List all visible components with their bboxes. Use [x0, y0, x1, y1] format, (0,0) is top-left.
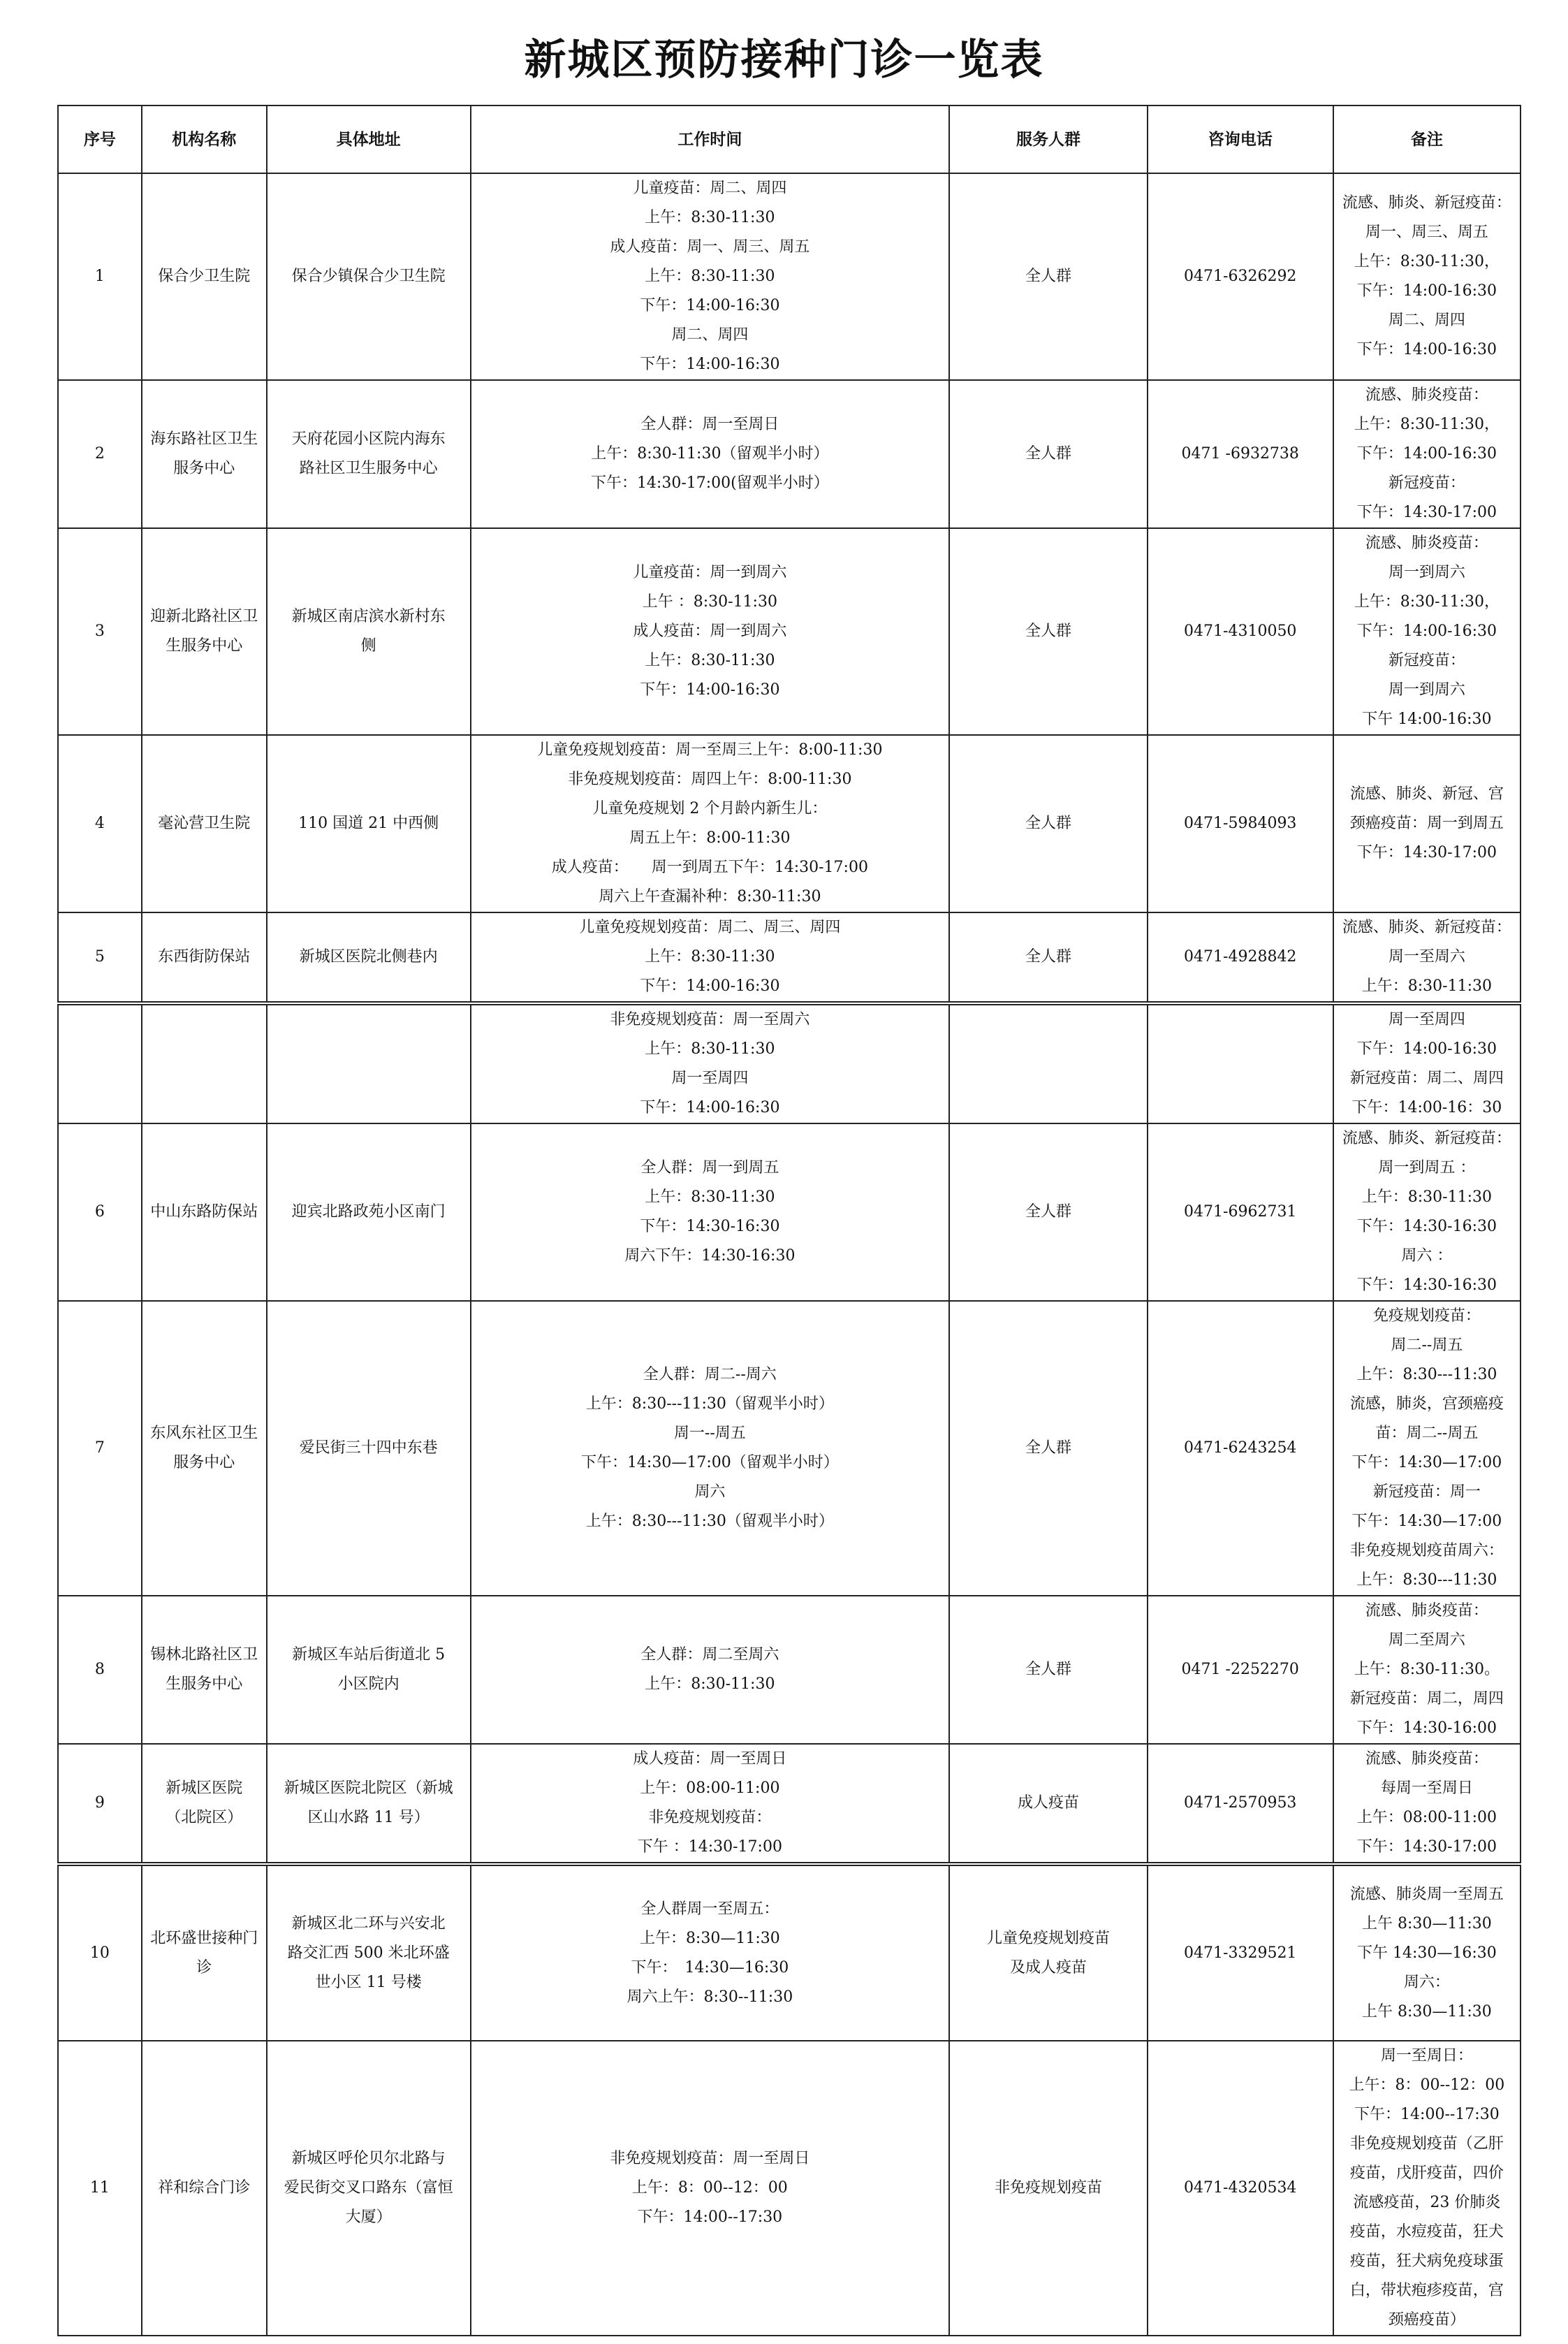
- cell-group: [949, 2041, 1147, 2336]
- cell-line: 下午 14:00-16:30: [1362, 711, 1492, 728]
- cell-line: 北环盛世接种门: [150, 1929, 258, 1947]
- cell-hours: [471, 380, 950, 528]
- cell-phone: [1148, 1744, 1333, 1864]
- cell-line: 每周一至周日: [1380, 1779, 1473, 1797]
- cell-line: 流感、肺炎疫苗：: [1365, 534, 1488, 552]
- cell-line: 全人群：周一至周日: [640, 416, 779, 433]
- cell-line: 儿童免疫规划疫苗：周二、周三、周四: [579, 919, 841, 936]
- cell-text: 0471-5984093: [1184, 815, 1297, 832]
- cell-line: 全人群: [1025, 1439, 1071, 1457]
- cell-group: [949, 1596, 1147, 1744]
- cell-line: 全人群周一至周五：: [640, 1900, 779, 1918]
- table-header-row: [58, 105, 1521, 173]
- cell-line: 疫苗，狂犬病免疫球蛋: [1349, 2252, 1504, 2270]
- cell-line: 流感、肺炎、新冠疫苗：: [1342, 919, 1511, 936]
- cell-phone: [1148, 2041, 1333, 2336]
- cell-line: 上午：8:30---11:30（留观半小时）: [585, 1395, 834, 1413]
- cell-line: 新冠疫苗：周一: [1372, 1483, 1481, 1501]
- cell-line: 儿童免疫规划 2 个月龄内新生儿：: [592, 800, 828, 817]
- cell-no: [58, 1003, 142, 1123]
- cell-line: 成人疫苗: [1017, 1794, 1079, 1812]
- cell-address: [267, 1744, 471, 1864]
- cell-phone: [1148, 1864, 1333, 2041]
- cell-line: 周六下午：14:30-16:30: [624, 1247, 796, 1265]
- cell-line: 下午：14:30—17:00: [1351, 1454, 1502, 1471]
- cell-name: [142, 1864, 267, 2041]
- cell-phone: [1148, 1596, 1333, 1744]
- cell-line: 下午：14:30—17:00: [1351, 1513, 1502, 1530]
- cell-line: 世小区 11 号楼: [315, 1973, 422, 1991]
- cell-line: 路交汇西 500 米北环盛: [287, 1944, 450, 1962]
- cell-line: 全人群：周二至周六: [640, 1646, 779, 1664]
- cell-text: 0471 -2252270: [1181, 1661, 1299, 1678]
- cell-line: 下午：14:00--17:30: [1354, 2106, 1500, 2123]
- cell-name: [142, 912, 267, 1003]
- cell-line: 上午：8:30-11:30: [645, 948, 775, 966]
- cell-line: 成人疫苗： 周一到周五下午：14:30-17:00: [551, 859, 868, 876]
- cell-address: [267, 1301, 471, 1596]
- cell-note: [1333, 735, 1521, 912]
- cell-line: 上午：8:30—11:30: [639, 1929, 780, 1947]
- cell-line: 下午：14:30-16:30: [1356, 1276, 1497, 1294]
- table-row: [58, 1123, 1521, 1301]
- cell-line: 全人群：周一到周五: [640, 1159, 779, 1177]
- cell-line: 全人群: [1025, 268, 1071, 285]
- table-row: [58, 1003, 1521, 1123]
- cell-line: 上午：8:30-11:30: [645, 209, 775, 226]
- cell-text: 11: [89, 2179, 110, 2197]
- cell-line: 保合少卫生院: [158, 268, 251, 285]
- cell-line: 下午：14:00-16:30: [640, 681, 780, 699]
- cell-no: [58, 173, 142, 380]
- cell-note: [1333, 1123, 1521, 1301]
- cell-group: [949, 912, 1147, 1003]
- cell-address: [267, 1864, 471, 2041]
- cell-note: [1333, 528, 1521, 735]
- cell-no: [58, 1123, 142, 1301]
- cell-note: [1333, 1003, 1521, 1123]
- header-address: 具体地址: [267, 105, 471, 173]
- table-row: [58, 912, 1521, 1003]
- cell-line: 侧: [360, 637, 376, 655]
- cell-line: 下午：14:00-16:30: [1356, 445, 1497, 463]
- cell-line: 服务中心: [173, 460, 235, 477]
- cell-line: 上午：8:30---11:30: [1356, 1366, 1497, 1383]
- cell-address: [267, 735, 471, 912]
- cell-note: [1333, 380, 1521, 528]
- cell-name: [142, 380, 267, 528]
- cell-line: 上午 ：8:30-11:30: [642, 593, 777, 611]
- cell-line: 生服务中心: [166, 1675, 243, 1693]
- cell-line: 新冠疫苗：周二、周四: [1349, 1070, 1504, 1087]
- cell-line: 非免疫规划疫苗：: [648, 1809, 772, 1826]
- cell-text: 8: [94, 1661, 105, 1678]
- cell-phone: [1148, 912, 1333, 1003]
- cell-line: 新城区南店滨水新村东: [291, 608, 446, 625]
- cell-hours: [471, 1864, 950, 2041]
- cell-no: [58, 1864, 142, 2041]
- cell-hours: [471, 912, 950, 1003]
- cell-group: [949, 1003, 1147, 1123]
- cell-line: 新城区医院: [166, 1779, 243, 1797]
- cell-line: 周二、周四: [1388, 312, 1465, 329]
- cell-line: 新城区北二环与兴安北: [291, 1914, 446, 1932]
- cell-group: [949, 1123, 1147, 1301]
- cell-line: 流感疫苗，23 价肺炎: [1353, 2194, 1501, 2211]
- table-row: [58, 1301, 1521, 1596]
- table-row: [58, 735, 1521, 912]
- page-title: 新城区预防接种门诊一览表: [524, 36, 1044, 85]
- cell-line: 周六上午查漏补种：8:30-11:30: [599, 888, 821, 905]
- cell-line: 大厦）: [345, 2208, 392, 2226]
- cell-phone: [1148, 173, 1333, 380]
- cell-line: 迎宾北路政苑小区南门: [291, 1203, 446, 1221]
- cell-line: 祥和综合门诊: [158, 2179, 251, 2197]
- cell-line: 上午：8:30-11:30: [645, 1188, 775, 1206]
- cell-text: 6: [94, 1203, 105, 1221]
- cell-line: 儿童疫苗：周二、周四: [633, 180, 787, 197]
- cell-name: [142, 2041, 267, 2336]
- cell-line: 下午：14:00-16:30: [640, 297, 780, 314]
- cell-line: 小区院内: [337, 1675, 400, 1693]
- cell-line: 东风东社区卫生: [150, 1425, 258, 1442]
- cell-line: 周六 ：: [1401, 1247, 1453, 1265]
- cell-line: 下午：14:00-16:30: [1356, 1040, 1497, 1058]
- cell-line: 下午：14:00-16:30: [1356, 282, 1497, 300]
- cell-line: 迎新北路社区卫: [150, 608, 258, 625]
- cell-line: 下午：14:30-17:00: [1356, 844, 1497, 861]
- cell-text: 0471-6243254: [1184, 1439, 1297, 1457]
- cell-text: 0471 -6932738: [1181, 445, 1299, 463]
- cell-line: 周一至周日：: [1380, 2047, 1473, 2065]
- cell-line: 非免疫规划疫苗：周四上午：8:00-11:30: [568, 771, 852, 788]
- cell-line: 保合少镇保合少卫生院: [291, 268, 446, 285]
- cell-line: 非免疫规划疫苗: [994, 2179, 1102, 2197]
- cell-line: 爱民街三十四中东巷: [299, 1439, 438, 1457]
- cell-line: 成人疫苗：周一、周三、周五: [610, 238, 810, 256]
- cell-line: 上午：8:30-11:30。: [1354, 1661, 1500, 1678]
- cell-line: 新城区车站后街道北 5: [292, 1646, 446, 1664]
- cell-phone: [1148, 1123, 1333, 1301]
- cell-group: [949, 173, 1147, 380]
- cell-address: [267, 1123, 471, 1301]
- cell-line: 周一至周六: [1388, 948, 1465, 966]
- cell-text: 1: [94, 268, 105, 285]
- cell-line: 周二、周四: [671, 326, 749, 344]
- cell-line: 周二至周六: [1388, 1631, 1465, 1649]
- cell-line: 上午：8:30---11:30: [1356, 1571, 1497, 1589]
- cell-text: 0471-4310050: [1184, 623, 1297, 640]
- cell-text: 9: [94, 1794, 105, 1812]
- cell-line: 流感、肺炎疫苗：: [1365, 1750, 1488, 1768]
- cell-line: 下午 ：14:30-17:00: [637, 1838, 782, 1856]
- cell-line: 周一至周四: [1388, 1011, 1465, 1028]
- cell-line: 新城区医院北院区（新城: [284, 1779, 453, 1797]
- cell-line: 儿童疫苗：周一到周六: [633, 564, 787, 581]
- cell-line: 区山水路 11 号）: [307, 1809, 430, 1826]
- header-hours: 工作时间: [471, 105, 950, 173]
- cell-text: 2: [94, 445, 105, 463]
- cell-line: 全人群: [1025, 1661, 1071, 1678]
- cell-line: 疫苗，戊肝疫苗，四价: [1349, 2164, 1504, 2182]
- header-note: 备注: [1333, 105, 1521, 173]
- cell-phone: [1148, 1003, 1333, 1123]
- cell-line: 周一到周六: [1388, 681, 1465, 699]
- cell-address: [267, 1003, 471, 1123]
- cell-hours: [471, 1003, 950, 1123]
- cell-no: [58, 1744, 142, 1864]
- cell-address: [267, 380, 471, 528]
- cell-note: [1333, 1864, 1521, 2041]
- cell-group: [949, 735, 1147, 912]
- cell-name: [142, 173, 267, 380]
- cell-line: 颈癌疫苗）: [1388, 2311, 1465, 2329]
- cell-line: 110 国道 21 中西侧: [298, 815, 439, 832]
- cell-line: 非免疫规划疫苗：周一至周日: [610, 2150, 810, 2167]
- cell-address: [267, 528, 471, 735]
- cell-line: 流感，肺炎，宫颈癌疫: [1349, 1395, 1504, 1413]
- table-row: [58, 2041, 1521, 2336]
- cell-address: [267, 2041, 471, 2336]
- cell-line: 上午：8：00--12：00: [631, 2179, 788, 2197]
- cell-line: 上午：08:00-11:00: [640, 1779, 780, 1797]
- cell-line: 下午：14:30-17:00(留观半小时）: [590, 474, 829, 492]
- cell-name: [142, 1744, 267, 1864]
- header-name: 机构名称: [142, 105, 267, 173]
- cell-line: 下午： 14:30—16:30: [631, 1958, 789, 1977]
- cell-line: 周六：: [1403, 1973, 1450, 1991]
- cell-text: 0471-6962731: [1184, 1203, 1297, 1221]
- cell-text: 10: [89, 1944, 110, 1962]
- cell-line: 流感、肺炎、新冠疫苗：: [1342, 1130, 1511, 1147]
- cell-line: 毫沁营卫生院: [158, 815, 251, 832]
- cell-line: 儿童免疫规划疫苗: [986, 1929, 1110, 1947]
- cell-line: 上午：8:30-11:30，: [1354, 253, 1500, 270]
- cell-text: 5: [94, 948, 105, 966]
- cell-line: 周六: [694, 1483, 726, 1501]
- cell-phone: [1148, 1301, 1333, 1596]
- cell-no: [58, 380, 142, 528]
- cell-line: 海东路社区卫生: [150, 430, 258, 448]
- cell-address: [267, 173, 471, 380]
- cell-line: 全人群：周二--周六: [643, 1366, 777, 1383]
- cell-line: 成人疫苗：周一到周六: [633, 623, 787, 640]
- cell-text: 0471-6326292: [1184, 268, 1297, 285]
- cell-line: 上午：8:30-11:30: [645, 652, 775, 669]
- header-phone: 咨询电话: [1148, 105, 1333, 173]
- cell-line: 路社区卫生服务中心: [299, 460, 438, 477]
- cell-name: [142, 1301, 267, 1596]
- table-row: [58, 1864, 1521, 2041]
- cell-line: 全人群: [1025, 1203, 1071, 1221]
- cell-line: 流感、肺炎疫苗：: [1365, 1602, 1488, 1619]
- cell-line: 新城区呼伦贝尔北路与: [291, 2150, 446, 2167]
- cell-text: 0471-4320534: [1184, 2179, 1297, 2197]
- cell-line: 新冠疫苗：周二，周四: [1349, 1690, 1504, 1708]
- cell-hours: [471, 1744, 950, 1864]
- cell-line: 上午 8:30—11:30: [1361, 2002, 1492, 2021]
- cell-address: [267, 912, 471, 1003]
- cell-hours: [471, 1301, 950, 1596]
- header-group: 服务人群: [949, 105, 1147, 173]
- cell-line: 新冠疫苗：: [1388, 652, 1465, 669]
- cell-line: 上午：8:30-11:30，: [1354, 416, 1500, 433]
- cell-line: 下午：14:30—17:00（留观半小时）: [580, 1454, 839, 1471]
- cell-line: 颈癌疫苗：周一到周五: [1349, 815, 1504, 832]
- cell-line: 下午：14:30-16:30: [1356, 1218, 1497, 1235]
- cell-note: [1333, 2041, 1521, 2336]
- cell-line: 全人群: [1025, 623, 1071, 640]
- cell-no: [58, 1596, 142, 1744]
- cell-line: 及成人疫苗: [1009, 1958, 1087, 1977]
- cell-hours: [471, 528, 950, 735]
- cell-line: 白，带状疱疹疫苗，宫: [1349, 2282, 1504, 2299]
- cell-note: [1333, 1301, 1521, 1596]
- cell-line: 下午：14:00-16:30: [1356, 623, 1497, 640]
- cell-line: 上午：8:30-11:30: [1361, 977, 1493, 995]
- cell-line: 上午：8:30-11:30（留观半小时）: [591, 445, 829, 463]
- cell-note: [1333, 912, 1521, 1003]
- cell-line: 东西街防保站: [158, 948, 251, 966]
- cell-hours: [471, 1123, 950, 1301]
- cell-line: （北院区）: [166, 1809, 243, 1826]
- cell-line: 下午：14:30-16:00: [1356, 1719, 1497, 1737]
- cell-line: 周一--周五: [673, 1425, 746, 1442]
- cell-line: 上午：8：00--12：00: [1349, 2076, 1505, 2094]
- cell-line: 全人群: [1025, 445, 1071, 463]
- cell-text: 4: [94, 815, 105, 832]
- cell-line: 非免疫规划疫苗周六：: [1349, 1542, 1504, 1559]
- cell-line: 周一到周六: [1388, 564, 1465, 581]
- cell-line: 上午：8:30---11:30（留观半小时）: [585, 1513, 834, 1530]
- cell-line: 苗：周二--周五: [1375, 1425, 1479, 1442]
- cell-name: [142, 528, 267, 735]
- cell-line: 上午：08:00-11:00: [1356, 1809, 1497, 1826]
- cell-line: 上午：8:30-11:30，: [1354, 593, 1500, 611]
- cell-line: 儿童免疫规划疫苗：周一至周三上午：8:00-11:30: [537, 741, 883, 759]
- cell-hours: [471, 735, 950, 912]
- header-no: 序号: [58, 105, 142, 173]
- cell-note: [1333, 1744, 1521, 1864]
- table-row: [58, 380, 1521, 528]
- cell-hours: [471, 2041, 950, 2336]
- cell-text: 0471-2570953: [1184, 1794, 1297, 1812]
- cell-name: [142, 1003, 267, 1123]
- cell-line: 非免疫规划疫苗（乙肝: [1349, 2135, 1504, 2153]
- cell-line: 流感、肺炎周一至周五: [1349, 1885, 1504, 1903]
- cell-line: 上午：8:30-11:30: [1361, 1188, 1493, 1206]
- cell-line: 下午：14:00--17:30: [637, 2208, 783, 2226]
- cell-line: 周二--周五: [1391, 1337, 1463, 1354]
- cell-line: 周一到周五 ：: [1378, 1159, 1476, 1177]
- cell-line: 上午：8:30-11:30: [645, 268, 775, 285]
- cell-line: 成人疫苗：周一至周日: [633, 1750, 787, 1768]
- cell-line: 中山东路防保站: [150, 1203, 258, 1221]
- cell-address: [267, 1596, 471, 1744]
- cell-group: [949, 528, 1147, 735]
- cell-line: 上午：8:30-11:30: [645, 1675, 775, 1693]
- cell-line: 流感、肺炎、新冠、宫: [1349, 785, 1504, 803]
- cell-line: 下午：14:30-17:00: [1356, 1838, 1497, 1856]
- cell-phone: [1148, 735, 1333, 912]
- cell-no: [58, 528, 142, 735]
- cell-line: 周五上午：8:00-11:30: [629, 829, 791, 847]
- cell-line: 疫苗，水痘疫苗，狂犬: [1349, 2223, 1504, 2241]
- cell-phone: [1148, 528, 1333, 735]
- table-row: [58, 1744, 1521, 1864]
- cell-line: 下午 14:30—16:30: [1356, 1944, 1497, 1962]
- cell-phone: [1148, 380, 1333, 528]
- cell-line: 周一、周三、周五: [1365, 224, 1488, 241]
- cell-line: 爱民街交叉口路东（富恒: [284, 2179, 453, 2197]
- cell-line: 下午：14:30-17:00: [1356, 504, 1497, 521]
- cell-line: 全人群: [1025, 815, 1071, 832]
- cell-line: 新冠疫苗：: [1388, 474, 1465, 492]
- cell-line: 诊: [196, 1958, 212, 1977]
- cell-line: 流感、肺炎疫苗：: [1365, 386, 1488, 404]
- cell-line: 下午：14:00-16：30: [1351, 1099, 1502, 1116]
- cell-line: 下午：14:00-16:30: [640, 977, 780, 995]
- cell-line: 新城区医院北侧巷内: [299, 948, 438, 966]
- cell-no: [58, 912, 142, 1003]
- cell-text: 0471-3329521: [1184, 1944, 1297, 1962]
- cell-note: [1333, 173, 1521, 380]
- cell-line: 周六上午：8:30--11:30: [627, 1988, 793, 2006]
- cell-group: [949, 1301, 1147, 1596]
- cell-group: [949, 380, 1147, 528]
- cell-note: [1333, 1596, 1521, 1744]
- table-row: [58, 1596, 1521, 1744]
- cell-line: 全人群: [1025, 948, 1071, 966]
- cell-hours: [471, 1596, 950, 1744]
- cell-line: 下午：14:00-16:30: [1356, 341, 1497, 358]
- cell-group: [949, 1864, 1147, 2041]
- cell-name: [142, 1123, 267, 1301]
- cell-text: 7: [94, 1439, 105, 1457]
- cell-line: 上午 8:30—11:30: [1361, 1914, 1492, 1932]
- table-row: [58, 173, 1521, 380]
- cell-name: [142, 1596, 267, 1744]
- cell-name: [142, 735, 267, 912]
- cell-line: 非免疫规划疫苗：周一至周六: [610, 1011, 810, 1028]
- cell-line: 锡林北路社区卫: [150, 1646, 258, 1664]
- cell-line: 下午：14:00-16:30: [640, 1099, 780, 1116]
- cell-line: 上午：8:30-11:30: [645, 1040, 775, 1058]
- cell-text: 3: [94, 623, 105, 640]
- cell-line: 服务中心: [173, 1454, 235, 1471]
- cell-line: 下午：14:00-16:30: [640, 356, 780, 373]
- cell-line: 免疫规划疫苗：: [1372, 1307, 1481, 1325]
- cell-line: 流感、肺炎、新冠疫苗：: [1342, 194, 1511, 212]
- cell-hours: [471, 173, 950, 380]
- table-row: [58, 528, 1521, 735]
- cell-no: [58, 1301, 142, 1596]
- cell-no: [58, 735, 142, 912]
- cell-no: [58, 2041, 142, 2336]
- cell-group: [949, 1744, 1147, 1864]
- cell-line: 周一至周四: [671, 1070, 749, 1087]
- cell-text: 0471-4928842: [1184, 948, 1297, 966]
- cell-line: 生服务中心: [166, 637, 243, 655]
- cell-line: 天府花园小区院内海东: [291, 430, 446, 448]
- clinic-table: [57, 105, 1521, 2336]
- cell-line: 下午：14:30-16:30: [640, 1218, 780, 1235]
